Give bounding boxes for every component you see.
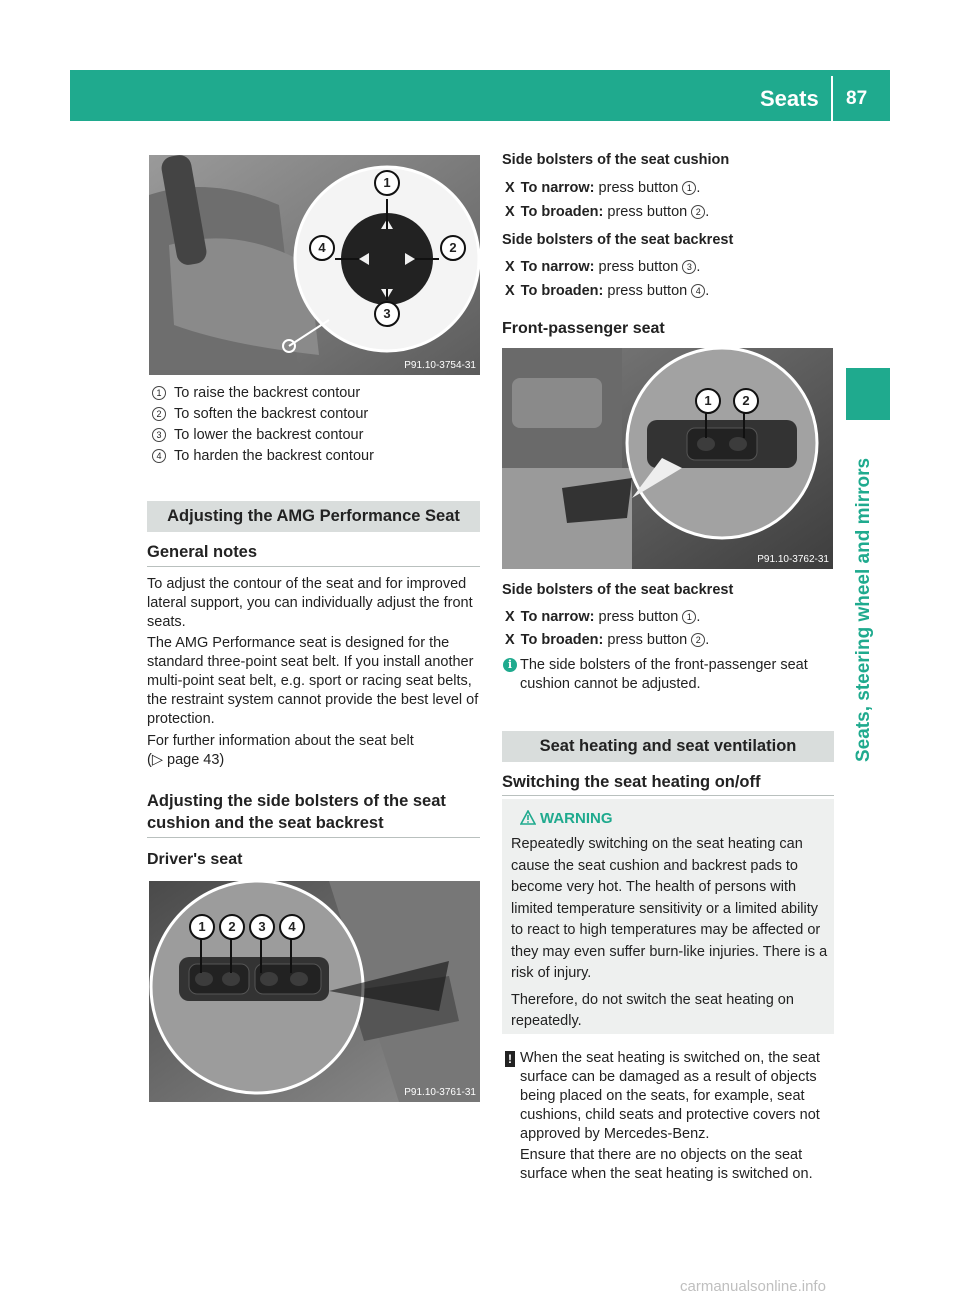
chapter-tab: [846, 368, 890, 420]
paragraph: For further information about the seat belt: [147, 733, 414, 749]
figure-code: P91.10-3762-31: [757, 554, 829, 565]
figure-code: P91.10-3754-31: [404, 360, 476, 371]
drivers-seat-figure: [149, 881, 480, 1102]
footer-watermark: carmanualsonline.info: [680, 1278, 826, 1295]
legend-item: 4 To harden the backrest contour: [152, 447, 482, 466]
step-item: X To narrow: press button 3 .: [505, 259, 701, 275]
divider: [147, 566, 480, 567]
callout-1: 1: [695, 388, 721, 414]
caution-note: When the seat heating is switched on, the seat surface can be damaged as a result of objects being placed on the seats, for example, seat cushions, child seats and protective covers not approved by Mercedes-Benz.: [520, 1050, 820, 1142]
callout-2: 2: [219, 914, 245, 940]
step-item: X To narrow: press button 1 .: [505, 180, 701, 196]
divider: [502, 795, 834, 796]
step-item: X To broaden: press button 2 .: [505, 632, 710, 648]
fp-backrest-heading: Side bolsters of the seat backrest: [502, 582, 734, 598]
page-section-title: Seats: [760, 86, 819, 111]
section-heading-heating: Seat heating and seat ventilation: [502, 731, 834, 762]
step-item: X To broaden: press button 2 .: [505, 204, 710, 220]
info-note: The side bolsters of the front-passenger seat cushion cannot be adjusted.: [520, 657, 808, 692]
paragraph: To adjust the contour of the seat and for improved lateral support, you can individually adjust the front seats.: [147, 576, 473, 630]
drivers-seat-heading: Driver's seat: [147, 851, 243, 868]
step-item: X To narrow: press button 1 .: [505, 609, 701, 625]
warning-title: WARNING: [540, 810, 613, 827]
callout-3: 3: [249, 914, 275, 940]
figure-code: P91.10-3761-31: [404, 1087, 476, 1098]
header-divider: [831, 76, 833, 121]
seat-photo-illustration: [149, 155, 480, 375]
section-heading-amg: Adjusting the AMG Performance Seat: [147, 501, 480, 532]
divider: [147, 837, 480, 838]
backrest-bolsters-heading: Side bolsters of the seat backrest: [502, 232, 734, 248]
caution-note: Ensure that there are no objects on the seat surface when the seat heating is switched on.: [520, 1147, 813, 1182]
cushion-bolsters-heading: Side bolsters of the seat cushion: [502, 152, 730, 168]
page-reference-link[interactable]: (▷ page 43): [147, 752, 225, 768]
legend-item: 2 To soften the backrest contour: [152, 405, 482, 424]
topic-general-notes: General notes: [147, 543, 258, 561]
warning-triangle-icon: [520, 810, 536, 825]
seat-photo-illustration: [502, 348, 833, 569]
caution-icon: !: [505, 1051, 515, 1067]
step-item: X To broaden: press button 4 .: [505, 283, 710, 299]
callout-4: 4: [279, 914, 305, 940]
page-number: 87: [846, 88, 868, 109]
legend-item: 1 To raise the backrest contour: [152, 384, 482, 403]
callout-1: 1: [189, 914, 215, 940]
callout-1: 1: [374, 170, 400, 196]
topic-seat-heating: Switching the seat heating on/off: [502, 773, 761, 791]
legend-item: 3 To lower the backrest contour: [152, 426, 482, 445]
chapter-label: Seats, steering wheel and mirrors: [853, 457, 874, 762]
backrest-contour-figure: [149, 155, 480, 375]
info-icon: i: [503, 658, 517, 672]
front-passenger-figure: [502, 348, 833, 569]
callout-4: 4: [309, 235, 335, 261]
topic-side-bolsters: Adjusting the side bolsters of the seat cushion and the seat backrest: [147, 792, 446, 832]
front-passenger-heading: Front-passenger seat: [502, 320, 665, 337]
paragraph: The AMG Performance seat is designed for the standard three-point seat belt. If you install another multi-point seat belt, e.g. sport or racing seat belts, the restraint system cannot provide the best level of protection.: [147, 635, 479, 727]
warning-text: Repeatedly switching on the seat heating can cause the seat cushion and backrest pads to become very hot. The health of persons with limited temperature sensitivity or a limited ability to react to high temperatures may be affected or they may even suffer burn-like injuries. There is a risk of injury. Therefore, do not switch the seat heating on repeatedly.: [511, 836, 828, 1029]
callout-2: 2: [440, 235, 466, 261]
callout-2: 2: [733, 388, 759, 414]
callout-3: 3: [374, 301, 400, 327]
